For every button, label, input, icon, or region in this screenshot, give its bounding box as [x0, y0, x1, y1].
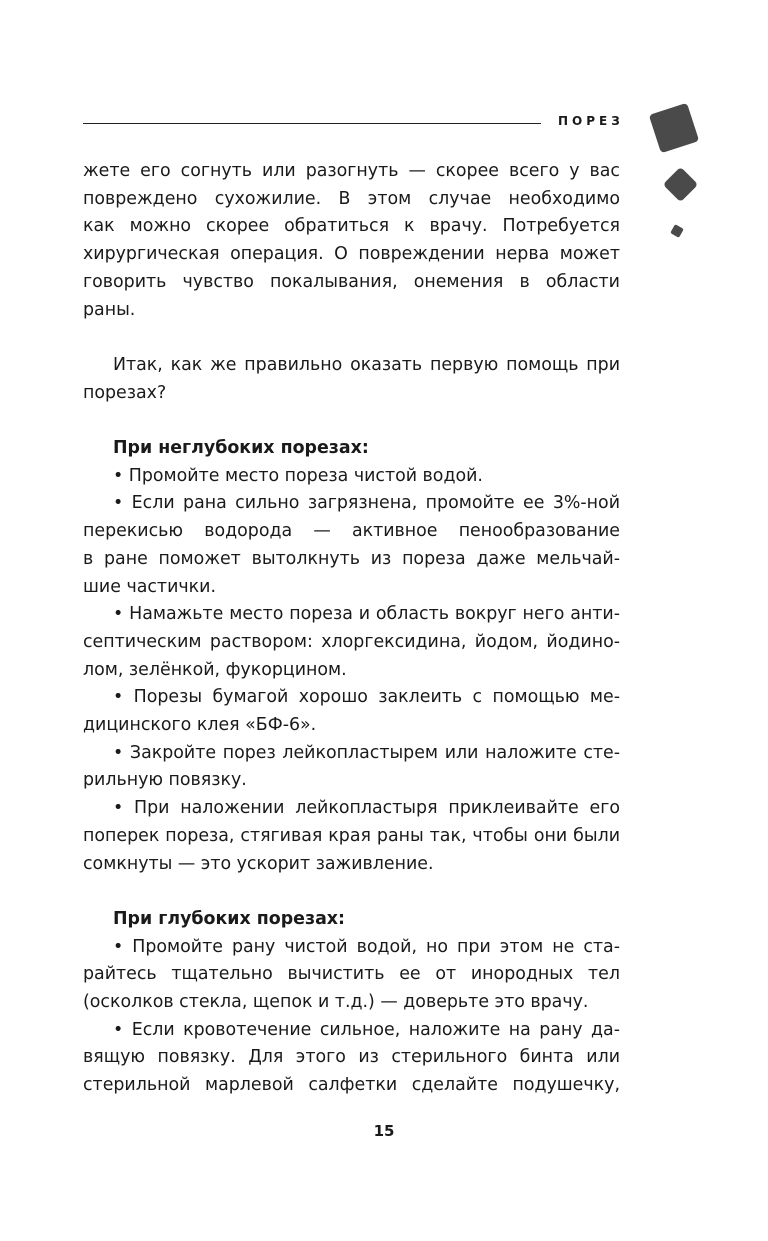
text-line: вящую повязку. Для этого из стерильного бинта или — [83, 1047, 620, 1068]
text-line: повреждено сухожилие. В этом случае необходимо — [83, 188, 620, 209]
text-line: порезах? — [83, 382, 167, 403]
text-line: в ране поможет вытолкнуть из пореза даже мельчай- — [83, 548, 620, 569]
paragraph — [83, 684, 620, 739]
paragraph-gap — [83, 324, 620, 352]
small-square-decoration — [670, 224, 684, 238]
text-line: Итак, как же правильно оказать первую помощь при — [113, 354, 620, 375]
text-line: • Промойте рану чистой водой, но при этом не ста- — [113, 936, 620, 957]
text-line: септическим раствором: хлоргексидина, йодом, йодино- — [83, 631, 620, 652]
header-rule — [83, 123, 541, 124]
text-line: жете его согнуть или разогнуть — скорее всего у вас — [83, 161, 620, 181]
paragraph — [83, 352, 620, 407]
text-line: хирургическая операция. О повреждении нерва может — [83, 244, 620, 265]
body-text — [83, 158, 620, 1100]
text-line: сомкнуты — это ускорит заживление. — [83, 853, 434, 874]
paragraph — [83, 1017, 620, 1100]
text-line: перекисью водорода — активное пенообразование — [83, 521, 620, 542]
paragraph — [83, 740, 620, 795]
text-line: лом, зелёнкой, фукорцином. — [83, 659, 347, 680]
paragraph-gap — [83, 878, 620, 906]
text-line: (осколков стекла, щепок и т.д.) — доверьте это врачу. — [83, 992, 589, 1013]
page-number: 15 — [373, 1122, 395, 1140]
large-square-decoration — [649, 103, 699, 153]
section-heading — [83, 435, 620, 463]
text-line: При глубоких порезах: — [113, 908, 345, 929]
paragraph — [83, 463, 620, 491]
text-line: дицинского клея «БФ-6». — [83, 715, 317, 736]
text-line: поперек пореза, стягивая края раны так, чтобы они были — [83, 825, 620, 846]
paragraph — [83, 158, 620, 324]
text-line: • При наложении лейкопластыря приклеивайте его — [113, 798, 620, 819]
text-line: • Намажьте место пореза и область вокруг него анти- — [113, 604, 620, 625]
text-line: • Закройте порез лейкопластырем или наложите сте- — [113, 742, 620, 763]
text-line: • Если кровотечение сильное, наложите на рану да- — [113, 1019, 620, 1040]
text-line: • Порезы бумагой хорошо заклеить с помощью ме- — [113, 687, 620, 708]
text-line: рильную повязку. — [83, 770, 247, 791]
text-line: шие частички. — [83, 576, 216, 597]
section-heading — [83, 906, 620, 934]
text-line: стерильной марлевой салфетки сделайте подушечку, — [83, 1075, 620, 1096]
text-line: При неглубоких порезах: — [113, 438, 369, 458]
paragraph-gap — [83, 407, 620, 435]
paragraph — [83, 601, 620, 684]
paragraph — [83, 795, 620, 878]
text-line: • Промойте место пореза чистой водой. — [113, 465, 483, 486]
paragraph — [83, 490, 620, 601]
text-line: • Если рана сильно загрязнена, промойте ее 3%-ной — [113, 493, 620, 514]
text-line: говорить чувство покалывания, онемения в области — [83, 271, 620, 292]
text-line: как можно скорее обратиться к врачу. Потребуется — [83, 216, 620, 237]
text-line: раны. — [83, 299, 136, 320]
medium-square-decoration — [663, 167, 698, 202]
running-title: ПОРЕЗ — [558, 114, 624, 128]
text-line: райтесь тщательно вычистить ее от инородных тел — [83, 964, 620, 985]
paragraph — [83, 934, 620, 1017]
